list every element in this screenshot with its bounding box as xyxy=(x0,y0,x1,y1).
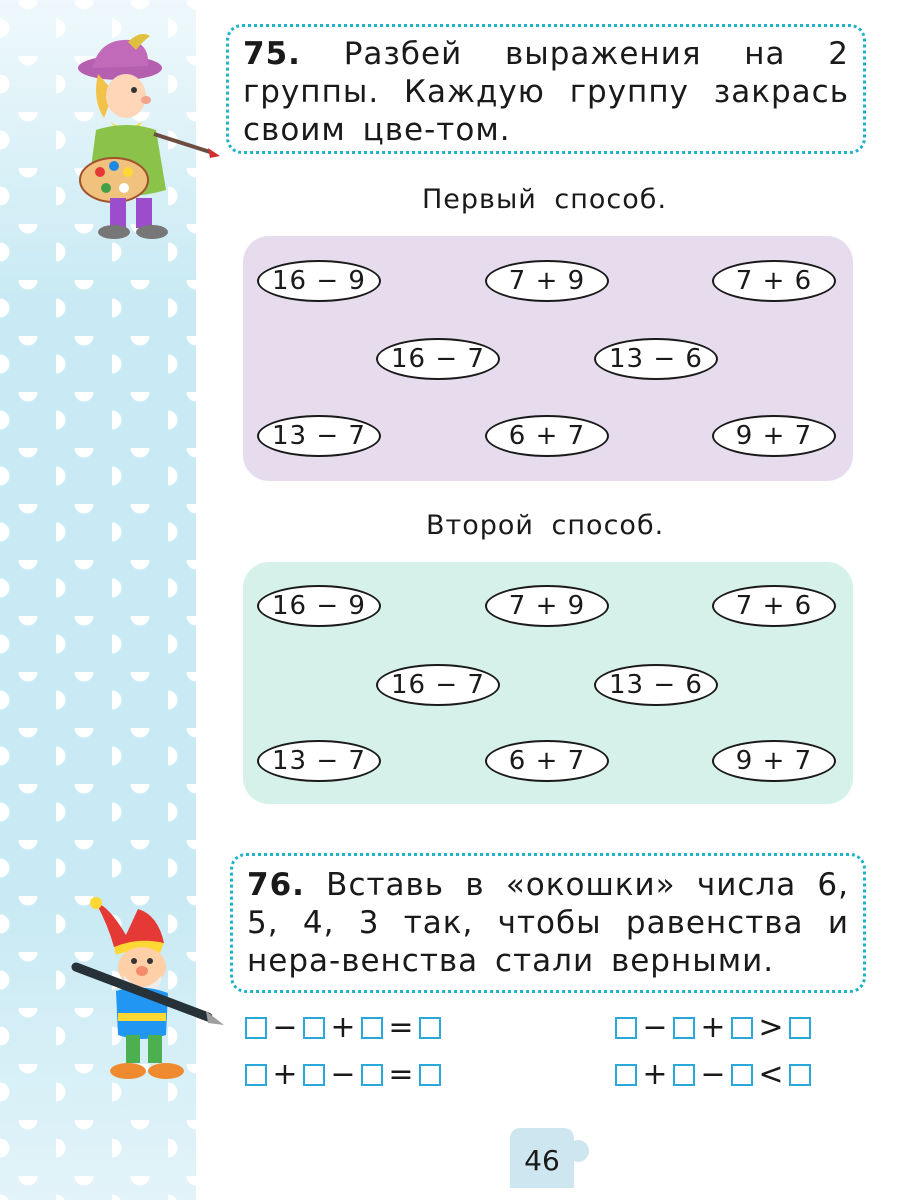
method-2-title: Второй способ. xyxy=(426,510,665,541)
operator: + xyxy=(700,1010,726,1045)
equation-row-left-1 xyxy=(242,1010,444,1045)
answer-box[interactable] xyxy=(731,1017,753,1039)
operator: − xyxy=(642,1010,668,1045)
expression-oval[interactable]: 13 − 6 xyxy=(594,338,718,380)
task-76-instruction: Вставь в «окошки» числа 6, 5, 4, 3 так, чтобы равенства и нера-венства стали верными. xyxy=(247,867,850,979)
page-number: 46 xyxy=(524,1144,560,1177)
answer-box[interactable] xyxy=(303,1064,325,1086)
task-75-instruction: Разбей выражения на 2 группы. Каждую группу закрась своим цве-том. xyxy=(243,36,850,148)
task-75-box xyxy=(226,24,866,154)
expression-oval[interactable]: 6 + 7 xyxy=(485,740,609,782)
operator: < xyxy=(758,1057,784,1092)
answer-box[interactable] xyxy=(789,1017,811,1039)
operator: = xyxy=(388,1057,414,1092)
answer-box[interactable] xyxy=(615,1017,637,1039)
operator: + xyxy=(272,1057,298,1092)
answer-box[interactable] xyxy=(361,1064,383,1086)
expression-oval[interactable]: 16 − 9 xyxy=(257,585,381,627)
answer-box[interactable] xyxy=(789,1064,811,1086)
answer-box[interactable] xyxy=(615,1064,637,1086)
answer-box[interactable] xyxy=(673,1064,695,1086)
expression-oval[interactable]: 13 − 6 xyxy=(594,664,718,706)
expression-oval[interactable]: 13 − 7 xyxy=(257,415,381,457)
task-75-number: 75. xyxy=(243,36,301,72)
expression-oval[interactable]: 7 + 9 xyxy=(485,260,609,302)
operator: − xyxy=(272,1010,298,1045)
operator: = xyxy=(388,1010,414,1045)
task-76-number: 76. xyxy=(247,867,305,903)
expression-oval[interactable]: 7 + 6 xyxy=(712,585,836,627)
answer-box[interactable] xyxy=(361,1017,383,1039)
equation-row-right-2 xyxy=(612,1057,814,1092)
task-76-box xyxy=(230,853,866,993)
painter-character-illustration xyxy=(70,30,220,245)
expression-oval[interactable]: 9 + 7 xyxy=(712,740,836,782)
operator: − xyxy=(700,1057,726,1092)
expression-oval[interactable]: 16 − 7 xyxy=(376,664,500,706)
answer-box[interactable] xyxy=(303,1017,325,1039)
method-1-title: Первый способ. xyxy=(422,184,668,215)
expression-oval[interactable]: 9 + 7 xyxy=(712,415,836,457)
gnome-with-pen-illustration xyxy=(68,895,228,1095)
equation-row-left-2 xyxy=(242,1057,444,1092)
answer-box[interactable] xyxy=(245,1064,267,1086)
answer-box[interactable] xyxy=(419,1017,441,1039)
equation-row-right-1 xyxy=(612,1010,814,1045)
operator: > xyxy=(758,1010,784,1045)
operator: − xyxy=(330,1057,356,1092)
answer-box[interactable] xyxy=(245,1017,267,1039)
expression-oval[interactable]: 16 − 7 xyxy=(376,338,500,380)
operator: + xyxy=(642,1057,668,1092)
answer-box[interactable] xyxy=(673,1017,695,1039)
answer-box[interactable] xyxy=(419,1064,441,1086)
expression-oval[interactable]: 7 + 9 xyxy=(485,585,609,627)
expression-oval[interactable]: 16 − 9 xyxy=(257,260,381,302)
task-75-text xyxy=(243,35,849,149)
task-76-text xyxy=(247,866,849,980)
expression-oval[interactable]: 6 + 7 xyxy=(485,415,609,457)
expression-oval[interactable]: 13 − 7 xyxy=(257,740,381,782)
operator: + xyxy=(330,1010,356,1045)
answer-box[interactable] xyxy=(731,1064,753,1086)
expression-oval[interactable]: 7 + 6 xyxy=(712,260,836,302)
